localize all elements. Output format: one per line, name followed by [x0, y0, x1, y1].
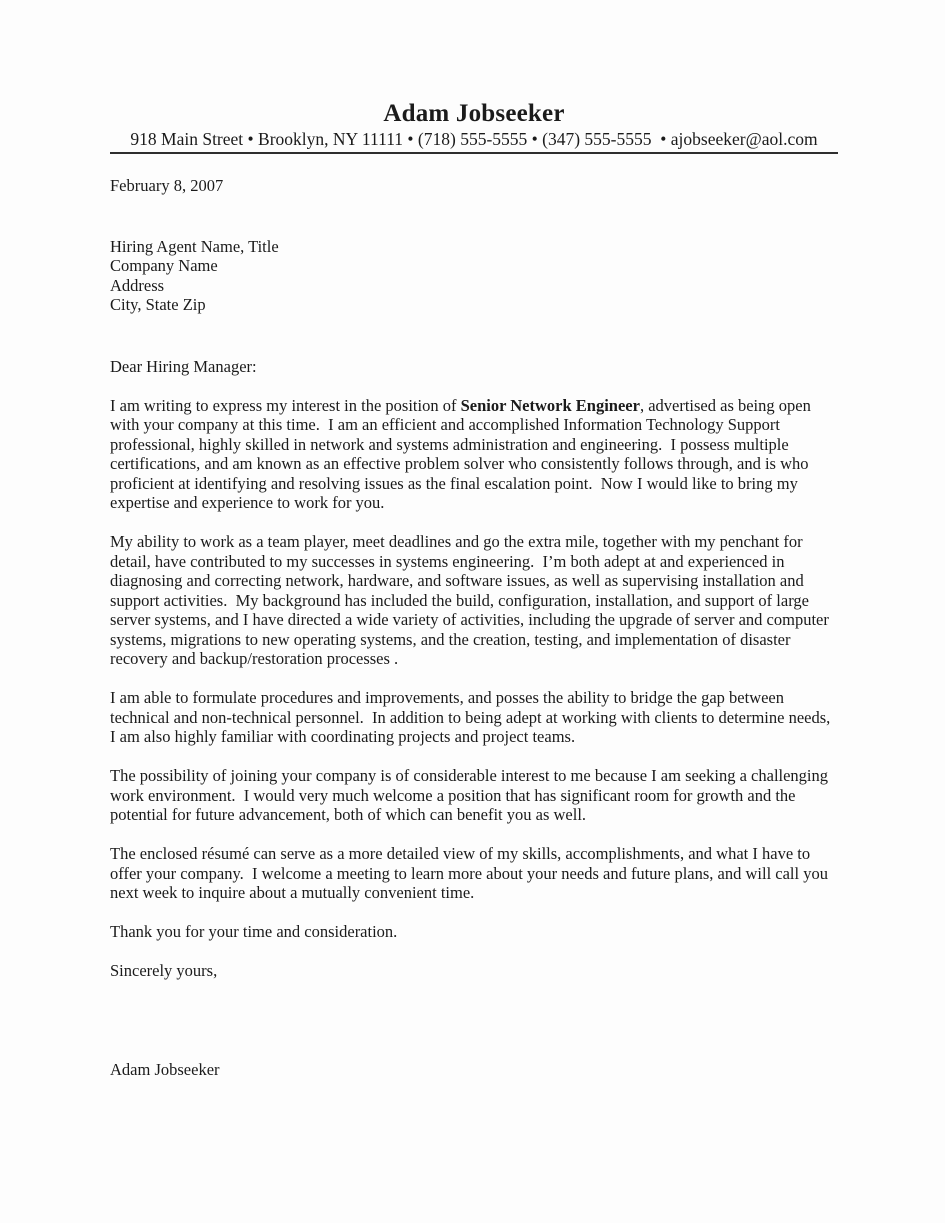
- body-paragraph-1: [110, 396, 838, 513]
- signature-name: Adam Jobseeker: [110, 1059, 220, 1079]
- letterhead: [110, 100, 838, 150]
- body-paragraph-5: The enclosed résumé can serve as a more detailed view of my skills, accomplishments, and what I have to offer your company. I welcome a meeting to learn more about your needs and future plans, and will call you next week to inquire about a mutually convenient time.: [110, 844, 833, 902]
- recipient-line-city-state-zip: City, State Zip: [110, 295, 206, 314]
- paragraph-1-bold-position-title: Senior Network Engineer: [460, 395, 640, 415]
- salutation: Dear Hiring Manager:: [110, 356, 257, 376]
- recipient-line-address: Address: [110, 275, 165, 295]
- paragraph-1-text-after: , advertised as being open with your company at this time. I am an efficient and accomplished Information Technology Support professional, highly skilled in network and systems administration and engineering. I possess multiple certifications, and am known as an effective problem solver who consistently follows through, and is who proficient at identifying and resolving issues as the final escalation point. Now I would like to bring my expertise and experience to work for you.: [110, 395, 815, 512]
- paragraph-1-text-before: I am writing to express my interest in the position of: [110, 395, 461, 415]
- body-paragraph-2: My ability to work as a team player, meet deadlines and go the extra mile, together with my penchant for detail, have contributed to my successes in systems engineering. I’m both adept at and experienced in diagnosing and correcting network, hardware, and software issues, as well as supervising installation and support activities. My background has included the build, configuration, installation, and support of large server systems, and I have directed a wide variety of activities, including the upgrade of server and computer systems, migrations to new operating systems, and the creation, testing, and implementation of disaster recovery and backup/restoration processes .: [110, 532, 833, 668]
- recipient-line-name-title: Hiring Agent Name, Title: [110, 236, 279, 256]
- thank-you-line: Thank you for your time and consideration.: [110, 922, 398, 941]
- date-line: February 8, 2007: [110, 176, 224, 195]
- body-paragraph-4: The possibility of joining your company is of considerable interest to me because I am seeking a challenging work environment. I would very much welcome a position that has significant room for growth and the potential for future advancement, both of which can benefit you as well.: [110, 766, 833, 824]
- letterhead-divider: [110, 152, 838, 154]
- closing-line: Sincerely yours,: [110, 961, 218, 980]
- body-paragraph-3: I am able to formulate procedures and improvements, and posses the ability to bridge the gap between technical and non-technical personnel. In addition to being adept at working with clients to determine needs, I am also highly familiar with coordinating projects and project teams.: [110, 688, 835, 746]
- sender-name: Adam Jobseeker: [383, 100, 565, 127]
- contact-line: 918 Main Street • Brooklyn, NY 11111 • (718) 555-5555 • (347) 555-5555 • ajobseeker@aol.com: [130, 129, 818, 149]
- recipient-block: [110, 237, 838, 315]
- recipient-line-company: Company Name: [110, 256, 218, 275]
